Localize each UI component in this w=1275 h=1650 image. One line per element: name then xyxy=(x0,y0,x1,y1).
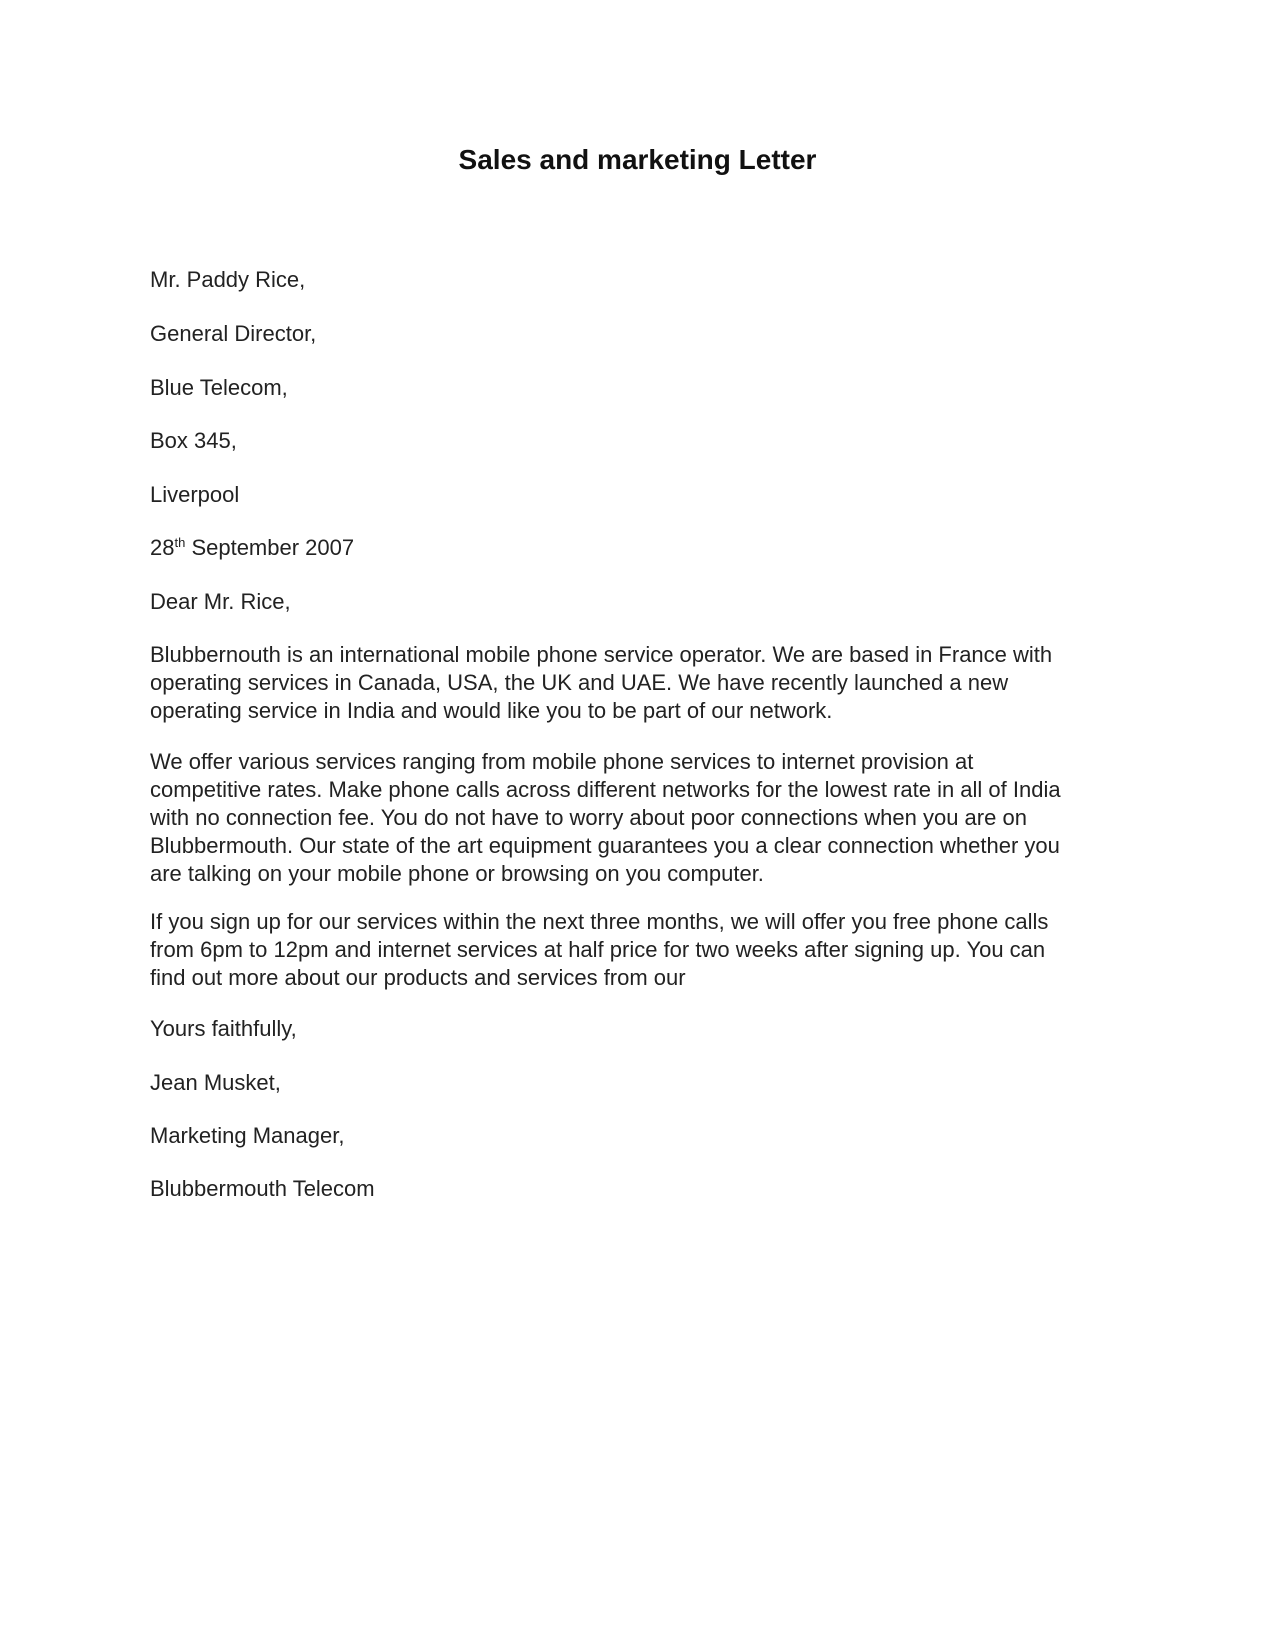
paragraph-line: operating service in India and would like you to be part of our network. xyxy=(150,698,833,723)
closing: Yours faithfully, xyxy=(150,1016,297,1041)
paragraph-line: are talking on your mobile phone or browsing on you computer. xyxy=(150,861,764,886)
paragraph-line: from 6pm to 12pm and internet services at half price for two weeks after signing up. You can xyxy=(150,937,1046,962)
paragraph-line: Blubbermouth. Our state of the art equipment guarantees you a clear connection whether you xyxy=(150,833,1060,858)
recipient-company: Blue Telecom, xyxy=(150,375,288,400)
paragraph-line: Blubbernouth is an international mobile phone service operator. We are based in France with xyxy=(150,642,1053,667)
letter-date xyxy=(150,534,354,562)
date-suffix: th xyxy=(174,535,186,550)
salutation: Dear Mr. Rice, xyxy=(150,589,291,614)
body-paragraph-1 xyxy=(150,641,1135,725)
paragraph-line: operating services in Canada, USA, the UK and UAE. We have recently launched a new xyxy=(150,670,1009,695)
body-paragraph-2 xyxy=(150,748,1135,888)
date-rest: September 2007 xyxy=(185,535,355,560)
recipient-name: Mr. Paddy Rice, xyxy=(150,267,306,292)
paragraph-line: find out more about our products and services from our xyxy=(150,965,686,990)
recipient-city: Liverpool xyxy=(150,482,240,507)
recipient-box: Box 345, xyxy=(150,428,237,453)
paragraph-line: We offer various services ranging from mobile phone services to internet provision at xyxy=(150,749,974,774)
paragraph-line: If you sign up for our services within the next three months, we will offer you free phone calls xyxy=(150,909,1049,934)
paragraph-line: with no connection fee. You do not have to worry about poor connections when you are on xyxy=(150,805,1027,830)
body-paragraph-3 xyxy=(150,908,1135,992)
paragraph-line: competitive rates. Make phone calls across different networks for the lowest rate in all of India xyxy=(150,777,1061,802)
recipient-position: General Director, xyxy=(150,321,317,346)
document-title: Sales and marketing Letter xyxy=(458,144,817,175)
date-day: 28 xyxy=(150,535,175,560)
sender-name: Jean Musket, xyxy=(150,1070,281,1095)
sender-company: Blubbermouth Telecom xyxy=(150,1176,375,1201)
sender-position: Marketing Manager, xyxy=(150,1123,345,1148)
